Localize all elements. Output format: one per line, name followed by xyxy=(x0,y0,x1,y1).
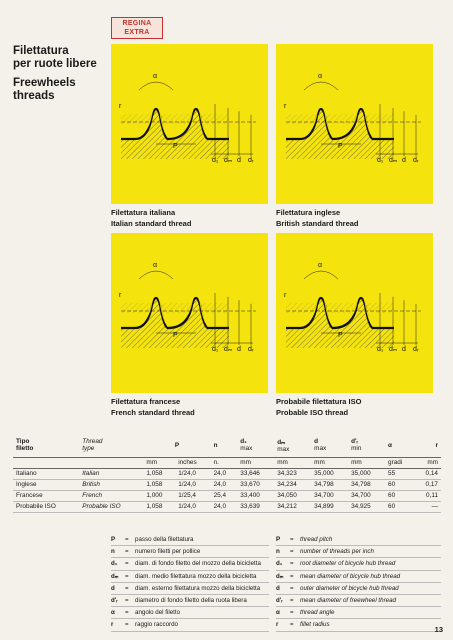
table-cell: 34,212 xyxy=(277,503,297,510)
header-d: d max xyxy=(314,438,327,453)
table-cell: 60 xyxy=(388,503,396,510)
label-r: r xyxy=(284,103,287,110)
table-cell: 24,0 xyxy=(213,503,227,510)
panel-french xyxy=(111,233,268,393)
table-cell: 33,639 xyxy=(240,503,260,510)
table-cell: 60 xyxy=(388,492,396,499)
legend-item: n = numero filetti per pollice xyxy=(111,546,269,558)
panel-iso xyxy=(276,233,433,393)
table-cell: 55 xyxy=(388,470,396,477)
table-cell: 34,798 xyxy=(351,481,371,488)
table-row xyxy=(13,490,441,501)
table-cell: 34,925 xyxy=(351,503,371,510)
label-d: d xyxy=(237,346,241,353)
table-cell: 34,899 xyxy=(314,503,334,510)
alpha-arc xyxy=(139,271,173,279)
label-d: d xyxy=(402,346,406,353)
table-cell: 25,4 xyxy=(213,492,227,499)
legend-item: r = fillet radius xyxy=(276,619,441,631)
caption-french: Filettatura francese French standard thread xyxy=(111,397,195,417)
label-alpha: α xyxy=(318,262,323,269)
table-cell: 0,17 xyxy=(425,481,438,488)
thread-spec-table xyxy=(13,434,441,513)
table-cell: 0,14 xyxy=(425,470,438,477)
table-cell: 34,798 xyxy=(314,481,334,488)
table-cell: 1,000 xyxy=(146,492,163,499)
header-thread-type: Thread type xyxy=(82,438,103,453)
label-d1: d₁ xyxy=(212,346,219,353)
label-dr: dᵣ xyxy=(413,157,419,164)
label-d1: d₁ xyxy=(377,157,384,164)
title-italian: Filettatura per ruote libere xyxy=(13,45,97,70)
table-cell: 24,0 xyxy=(213,481,227,488)
table-cell: 34,234 xyxy=(277,481,297,488)
legend-item: dₘ = mean diameter of bicycle hub thread xyxy=(276,571,441,583)
table-cell: 34,700 xyxy=(351,492,371,499)
caption-italian: Filettatura italiana Italian standard thread xyxy=(111,208,192,228)
table-cell: — xyxy=(431,503,438,510)
table-cell: 60 xyxy=(388,481,396,488)
units-row: mm inches n. mm mm mm mm gradi mm xyxy=(13,457,441,468)
label-alpha: α xyxy=(318,73,323,80)
legend-item: d = diam. esterno filettatura mozzo della bicicletta xyxy=(111,583,269,595)
legend-item: α = angolo del filetto xyxy=(111,607,269,619)
legend-item: d₁ = root diameter of bicycle hub thread xyxy=(276,558,441,570)
table-cell: 1,058 xyxy=(146,470,163,477)
hatched-freewheel xyxy=(121,303,229,313)
table-cell: Inglese xyxy=(16,481,37,488)
legend-english xyxy=(276,534,441,632)
table-cell: 0,11 xyxy=(426,492,438,499)
table-cell: 33,400 xyxy=(240,492,260,499)
table-cell: 35,000 xyxy=(351,470,371,477)
table-row xyxy=(13,468,441,479)
legend-item: d = outer diameter of bicycle hub thread xyxy=(276,583,441,595)
regina-extra-logo: REGINA EXTRA xyxy=(111,17,163,39)
legend-item: d'ᵣ = diametro di fondo filetto della ruota libera xyxy=(111,595,269,607)
table-cell: 1,058 xyxy=(146,481,163,488)
table-cell: 1/25,4 xyxy=(178,492,196,499)
legend-italian xyxy=(111,534,269,632)
header-tipo: Tipo filetto xyxy=(16,438,34,453)
table-cell: 1/24,0 xyxy=(178,481,196,488)
header-dm: dₘ max xyxy=(277,438,290,453)
table-row xyxy=(13,501,441,512)
table-cell: Probable ISO xyxy=(82,503,121,510)
label-r: r xyxy=(119,292,122,299)
header-alpha: α xyxy=(388,441,392,449)
table-cell: British xyxy=(82,481,100,488)
legend-item: d₁ = diam. di fondo filetto del mozzo della bicicletta xyxy=(111,558,269,570)
alpha-arc xyxy=(139,82,173,90)
header-r: r xyxy=(435,441,438,449)
label-p: P xyxy=(173,143,178,150)
legend-item: P = thread pitch xyxy=(276,534,441,546)
page-number: 13 xyxy=(434,625,443,634)
label-p: P xyxy=(173,332,178,339)
table-cell: 33,670 xyxy=(240,481,260,488)
alpha-arc xyxy=(304,271,338,279)
table-cell: 34,700 xyxy=(314,492,334,499)
label-alpha: α xyxy=(153,73,158,80)
header-d1: d₁ max xyxy=(240,438,253,453)
header-p: P xyxy=(174,441,180,449)
label-dr: dᵣ xyxy=(413,346,419,353)
alpha-arc xyxy=(304,82,338,90)
panel-british xyxy=(276,44,433,204)
caption-iso: Probabile filettatura ISO Probable ISO thread xyxy=(276,397,362,417)
table-cell: 24,0 xyxy=(213,470,227,477)
table-cell: Probabile ISO xyxy=(16,503,56,510)
label-alpha: α xyxy=(153,262,158,269)
table-row xyxy=(13,479,441,490)
table-cell: 35,000 xyxy=(314,470,334,477)
legend-item: dₘ = diam. medio filettatura mozzo della bicicletta xyxy=(111,571,269,583)
panel-italian xyxy=(111,44,268,204)
title-english: Freewheels threads xyxy=(13,77,76,102)
label-dr: dᵣ xyxy=(248,157,254,164)
table-cell: 34,050 xyxy=(277,492,297,499)
table-cell: 33,646 xyxy=(240,470,260,477)
label-dm: dₘ xyxy=(224,157,233,164)
label-r: r xyxy=(119,103,122,110)
table-cell: Italiano xyxy=(16,470,37,477)
table-cell: 1,058 xyxy=(146,503,163,510)
label-d1: d₁ xyxy=(377,346,384,353)
label-r: r xyxy=(284,292,287,299)
table-cell: 34,323 xyxy=(277,470,297,477)
table-cell: Francese xyxy=(16,492,43,499)
label-d: d xyxy=(237,157,241,164)
label-dm: dₘ xyxy=(224,346,233,353)
table-cell: 1/24,0 xyxy=(178,470,196,477)
hatched-freewheel xyxy=(286,303,394,313)
table-cell: French xyxy=(82,492,103,499)
legend-item: d'ᵣ = mean diameter of freewheel thread xyxy=(276,595,441,607)
legend-item: r = raggio raccordo xyxy=(111,619,269,631)
legend-item: α = thread angle xyxy=(276,607,441,619)
caption-british: Filettatura inglese British standard thread xyxy=(276,208,359,228)
label-dm: dₘ xyxy=(389,157,398,164)
label-p: P xyxy=(338,143,343,150)
header-n: n xyxy=(213,441,218,449)
header-dr: d'ᵣ min xyxy=(351,438,362,453)
label-dm: dₘ xyxy=(389,346,398,353)
hatched-freewheel xyxy=(121,114,229,124)
legend-item: n = number of threads per inch xyxy=(276,546,441,558)
table-cell: 1/24,0 xyxy=(178,503,196,510)
label-dr: dᵣ xyxy=(248,346,254,353)
label-d1: d₁ xyxy=(212,157,219,164)
label-d: d xyxy=(402,157,406,164)
legend-item: P = passo della filettatura xyxy=(111,534,269,546)
label-p: P xyxy=(338,332,343,339)
table-cell: Italian xyxy=(82,470,100,477)
hatched-freewheel xyxy=(286,114,394,124)
